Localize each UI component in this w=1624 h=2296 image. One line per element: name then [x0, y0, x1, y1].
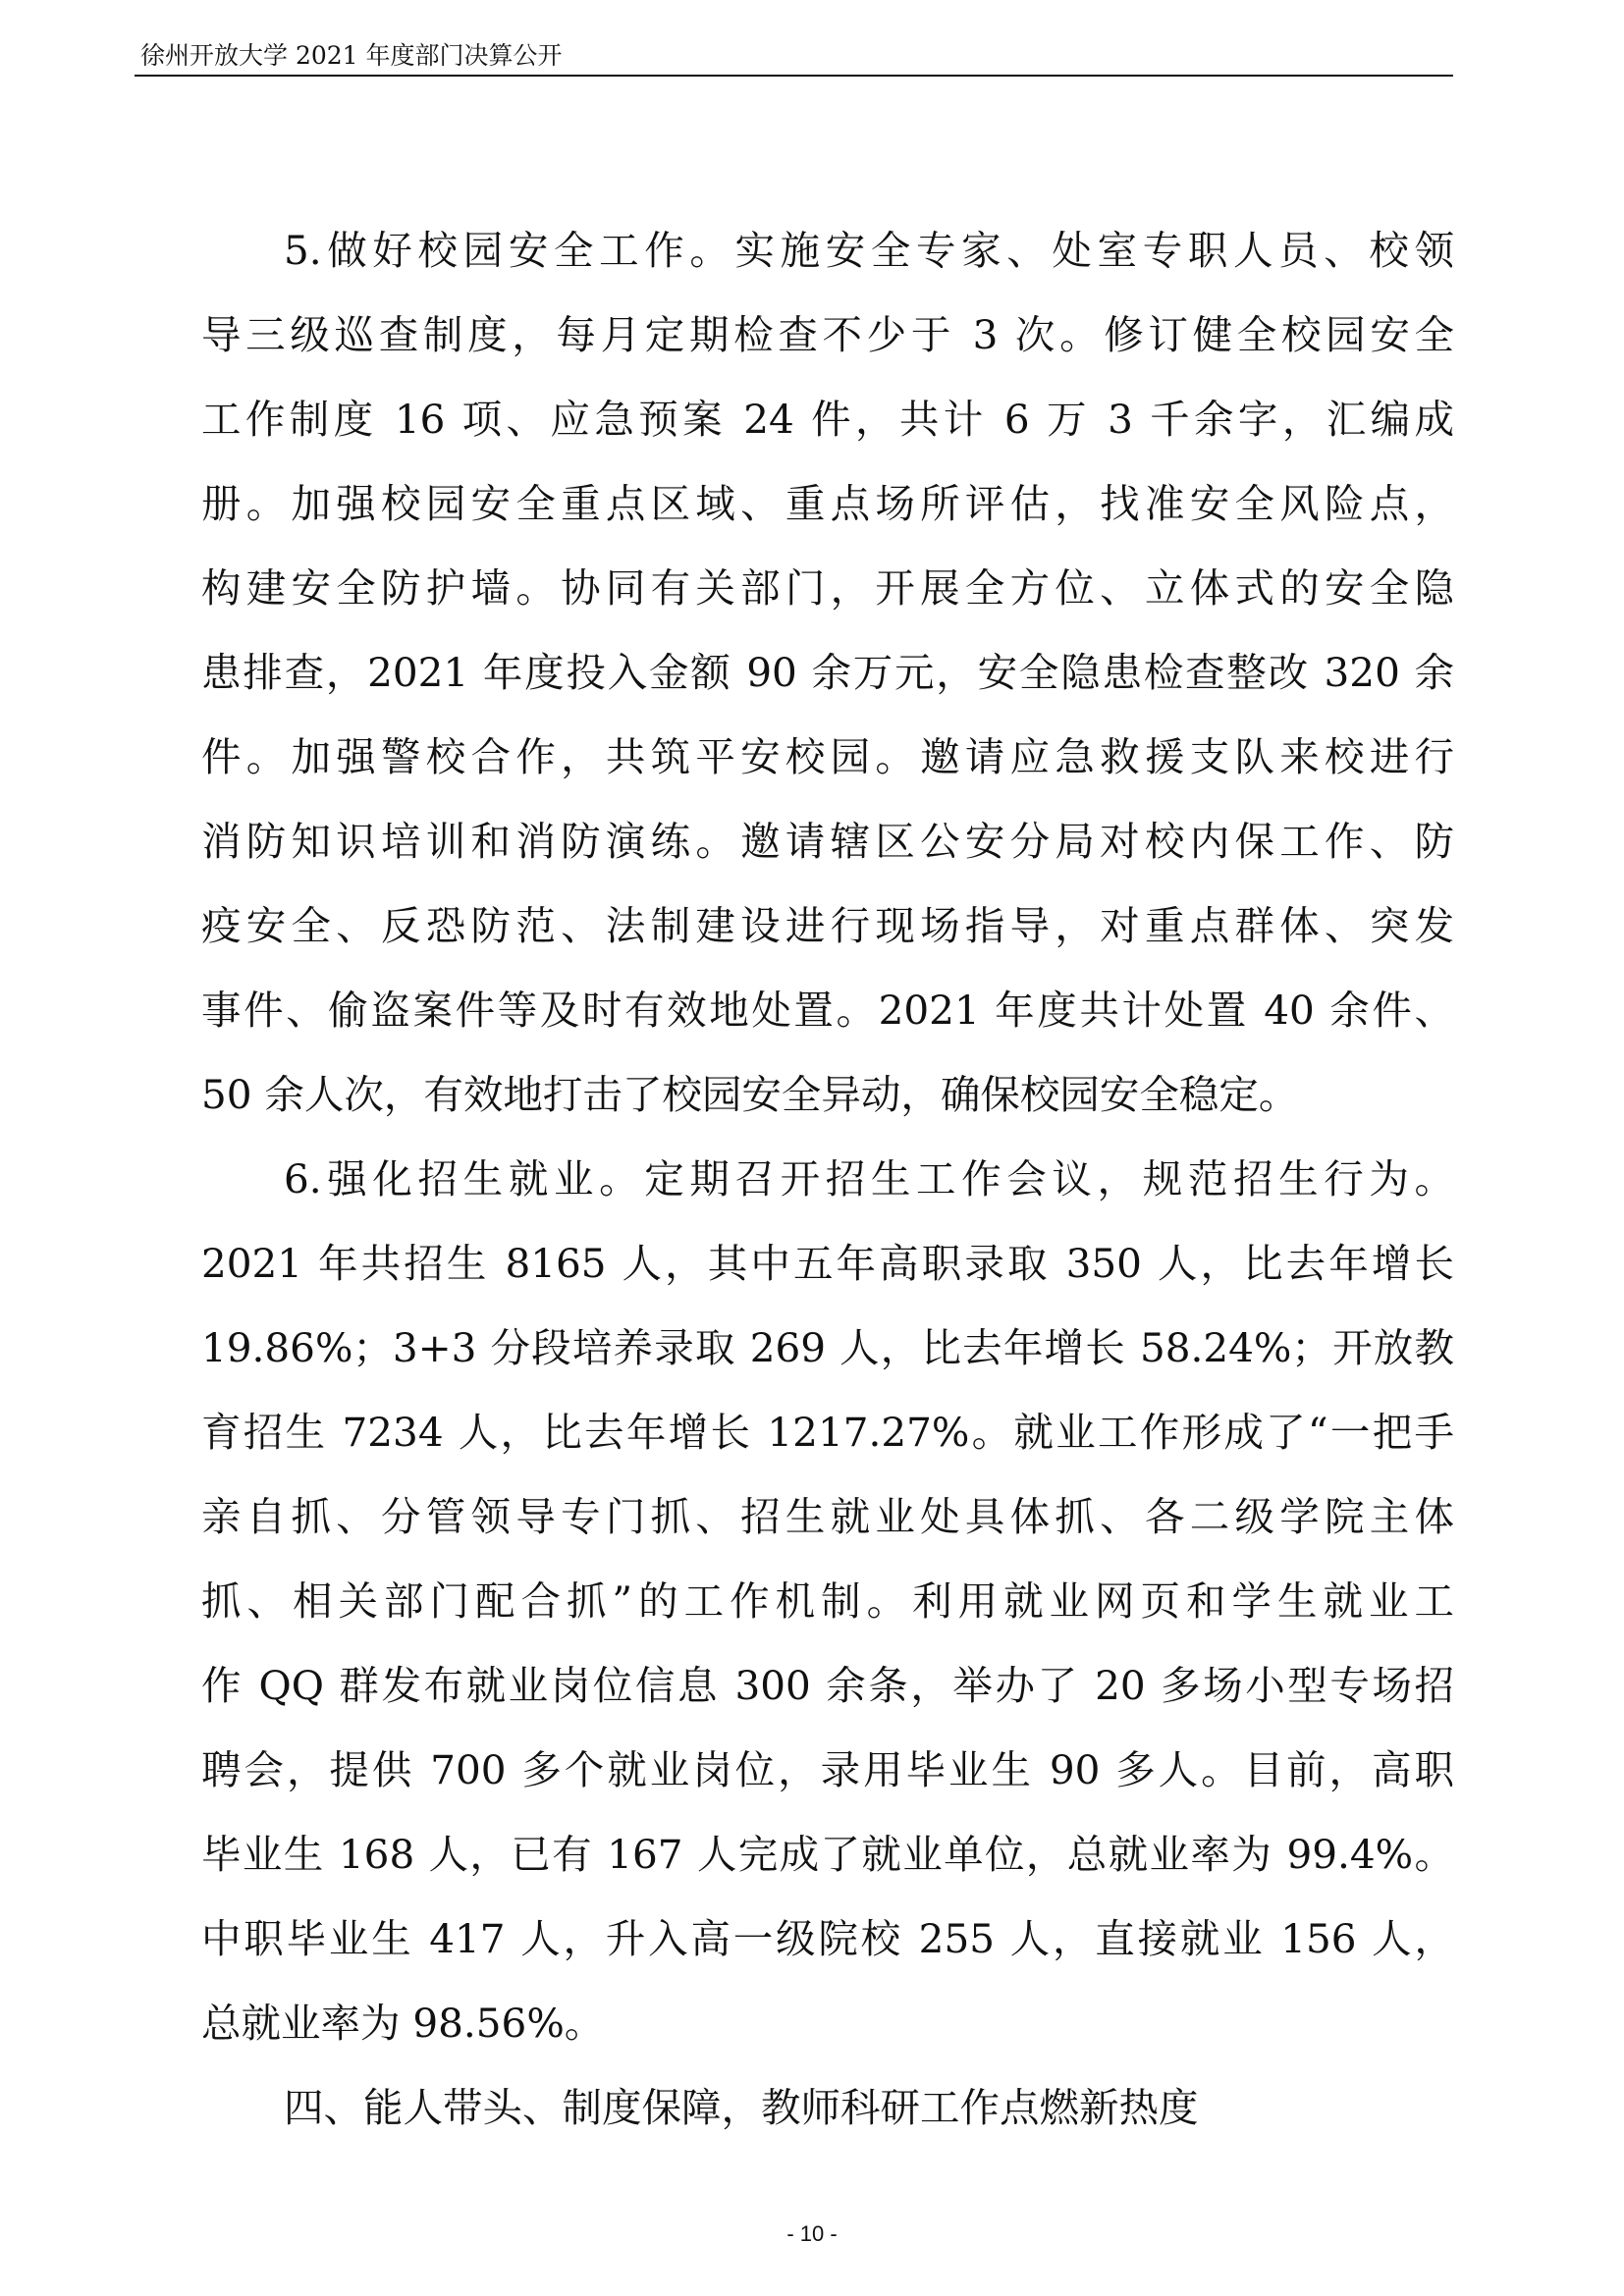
text-line: 构建安全防护墙。协同有关部门，开展全方位、立体式的安全隐: [201, 564, 1454, 612]
section-heading: 四、能人带头、制度保障，教师科研工作点燃新热度: [284, 2084, 1199, 2131]
text-line: 6.强化招生就业。定期召开招生工作会议，规范招生行为。: [284, 1155, 1454, 1202]
text-line: 工作制度 16 项、应急预案 24 件，共计 6 万 3 千余字，汇编成: [201, 396, 1454, 443]
text-line: 中职毕业生 417 人，升入高一级院校 255 人，直接就业 156 人，: [201, 1915, 1454, 1962]
text-line: 总就业率为 98.56%。: [201, 2000, 605, 2047]
text-line: 亲自抓、分管领导专门抓、招生就业处具体抓、各二级学院主体: [201, 1493, 1454, 1540]
text-line: 5.做好校园安全工作。实施安全专家、处室专职人员、校领: [284, 227, 1454, 274]
text-line: 作 QQ 群发布就业岗位信息 300 余条，举办了 20 多场小型专场招: [201, 1662, 1454, 1709]
text-line: 2021 年共招生 8165 人，其中五年高职录取 350 人，比去年增长: [201, 1240, 1454, 1287]
text-line: 抓、相关部门配合抓”的工作机制。利用就业网页和学生就业工: [201, 1577, 1454, 1625]
text-line: 导三级巡查制度，每月定期检查不少于 3 次。修订健全校园安全: [201, 311, 1454, 358]
page-number: - 10 -: [786, 2221, 838, 2246]
text-line: 聘会，提供 700 多个就业岗位，录用毕业生 90 多人。目前，高职: [201, 1746, 1454, 1793]
text-line: 育招生 7234 人，比去年增长 1217.27%。就业工作形成了“一把手: [201, 1409, 1454, 1456]
text-line: 消防知识培训和消防演练。邀请辖区公安分局对校内保工作、防: [201, 818, 1454, 865]
paragraph-enrollment-employment: [201, 1137, 1458, 2065]
text-line: 册。加强校园安全重点区域、重点场所评估，找准安全风险点，: [201, 480, 1454, 527]
text-line: 事件、偷盗案件等及时有效地处置。2021 年度共计处置 40 余件、: [201, 987, 1454, 1034]
page-header: [135, 37, 1453, 77]
text-line: 疫安全、反恐防范、法制建设进行现场指导，对重点群体、突发: [201, 902, 1454, 949]
text-line: 件。加强警校合作，共筑平安校园。邀请应急救援支队来校进行: [201, 733, 1454, 780]
text-line: 患排查，2021 年度投入金额 90 余万元，安全隐患检查整改 320 余: [201, 649, 1454, 696]
text-line: 19.86%；3+3 分段培养录取 269 人，比去年增长 58.24%；开放教: [201, 1324, 1454, 1371]
paragraph-campus-safety: [201, 208, 1458, 1137]
document-title: 徐州开放大学 2021 年度部门决算公开: [140, 41, 563, 70]
text-line: 50 余人次，有效地打击了校园安全异动，确保校园安全稳定。: [201, 1071, 1299, 1118]
document-body: [201, 208, 1458, 2150]
text-line: 毕业生 168 人，已有 167 人完成了就业单位，总就业率为 99.4%。: [201, 1831, 1454, 1878]
